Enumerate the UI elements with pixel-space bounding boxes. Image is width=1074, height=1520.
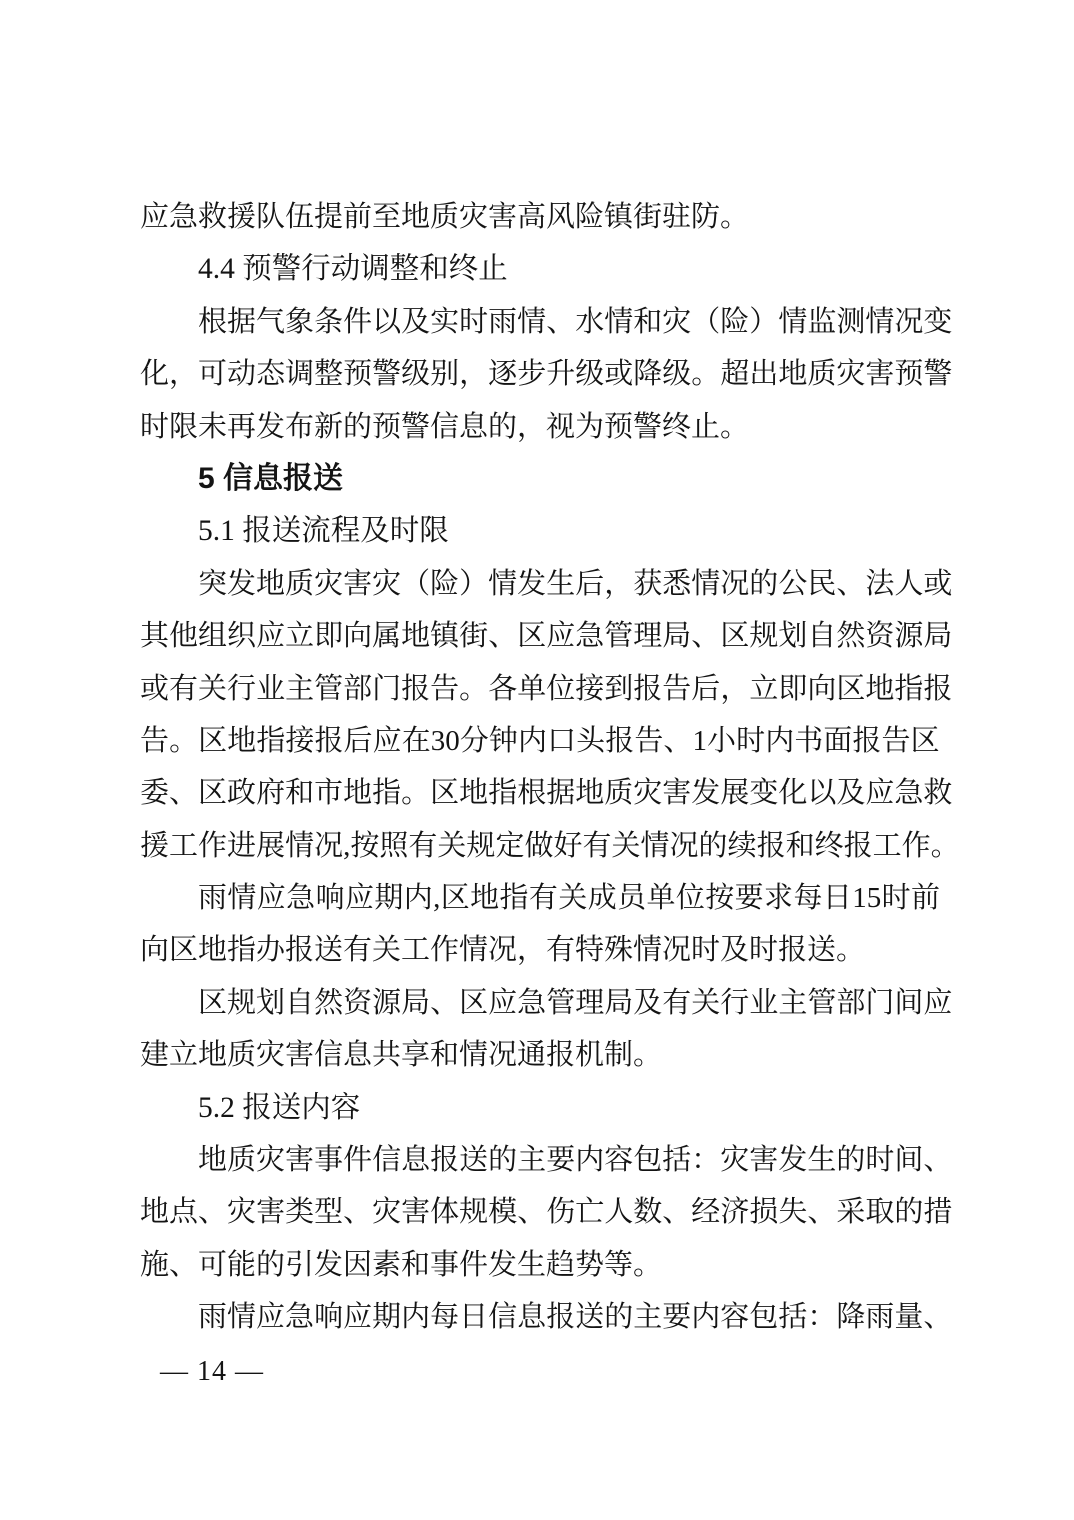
paragraph-line: 援 工 作 进 展 情 况 , 按 照 有 关 规 定 做 好 有 关 情 况 的 续 报 和 终 报 工 作 。 [140, 829, 960, 862]
paragraph-line: 施、可能的引发因素和事件发生趋势等。 [140, 1248, 663, 1281]
paragraph-line: 建立地质灾害信息共享和情况通报机制。 [140, 1039, 663, 1072]
text-block [140, 191, 960, 1344]
paragraph-line: 向区地指办报送有关工作情况，有特殊情况时及时报送。 [140, 934, 866, 967]
paragraph-line: 其 他 组 织 应 立 即 向 属 地 镇 街 、 区 应 急 管 理 局 、 区 规 划 自 然 资 源 局 [140, 620, 953, 653]
paragraph-line: 地 点 、 灾 害 类 型 、 灾 害 体 规 模 、 伤 亡 人 数 、 经 济 损 失 、 采 取 的 措 [140, 1196, 953, 1229]
paragraph-line: 告 。 区 地 指 接 报 后 应 在 30 分 钟 内 口 头 报 告 、 1 小 时 内 书 面 报 告 区 [140, 724, 940, 757]
paragraph-line: 雨 情 应 急 响 应 期 内 , 区 地 指 有 关 成 员 单 位 按 要 求 每 日 15 时 前 [198, 882, 940, 915]
paragraph-line: 或 有 关 行 业 主 管 部 门 报 告 。 各 单 位 接 到 报 告 后 ， 立 即 向 区 地 指 报 [140, 672, 953, 705]
section-heading-5: 5 信息报送 [198, 461, 344, 495]
paragraph-line: 应急救援队伍提前至地质灾害高风险镇街驻防。 [140, 201, 750, 233]
subsection-heading-4-4: 4.4 预警行动调整和终止 [198, 253, 508, 286]
paragraph-line: 突 发 地 质 灾 害 灾 （ 险 ） 情 发 生 后 ， 获 悉 情 况 的 公 民 、 法 人 或 [198, 567, 953, 600]
paragraph-line: 地 质 灾 害 事 件 信 息 报 送 的 主 要 内 容 包 括 ： 灾 害 发 生 的 时 间 、 [198, 1144, 953, 1177]
paragraph-line: 区 规 划 自 然 资 源 局 、 区 应 急 管 理 局 及 有 关 行 业 主 管 部 门 间 应 [198, 986, 953, 1019]
subsection-heading-5-1: 5.1 报送流程及时限 [198, 515, 449, 548]
page-number: — 14 — [160, 1356, 264, 1387]
paragraph-line: 化 ， 可 动 态 调 整 预 警 级 别 ， 逐 步 升 级 或 降 级 。 超 出 地 质 灾 害 预 警 [140, 358, 953, 391]
paragraph-line: 委 、 区 政 府 和 市 地 指 。 区 地 指 根 据 地 质 灾 害 发 展 变 化 以 及 应 急 救 [140, 777, 953, 810]
paragraph-line: 雨 情 应 急 响 应 期 内 每 日 信 息 报 送 的 主 要 内 容 包 括 ： 降 雨 量 、 [198, 1301, 953, 1334]
paragraph-line: 时限未再发布新的预警信息的，视为预警终止。 [140, 410, 750, 443]
paragraph-line: 根 据 气 象 条 件 以 及 实 时 雨 情 、 水 情 和 灾 （ 险 ） 情 监 测 情 况 变 [198, 305, 953, 338]
subsection-heading-5-2: 5.2 报送内容 [198, 1091, 361, 1124]
